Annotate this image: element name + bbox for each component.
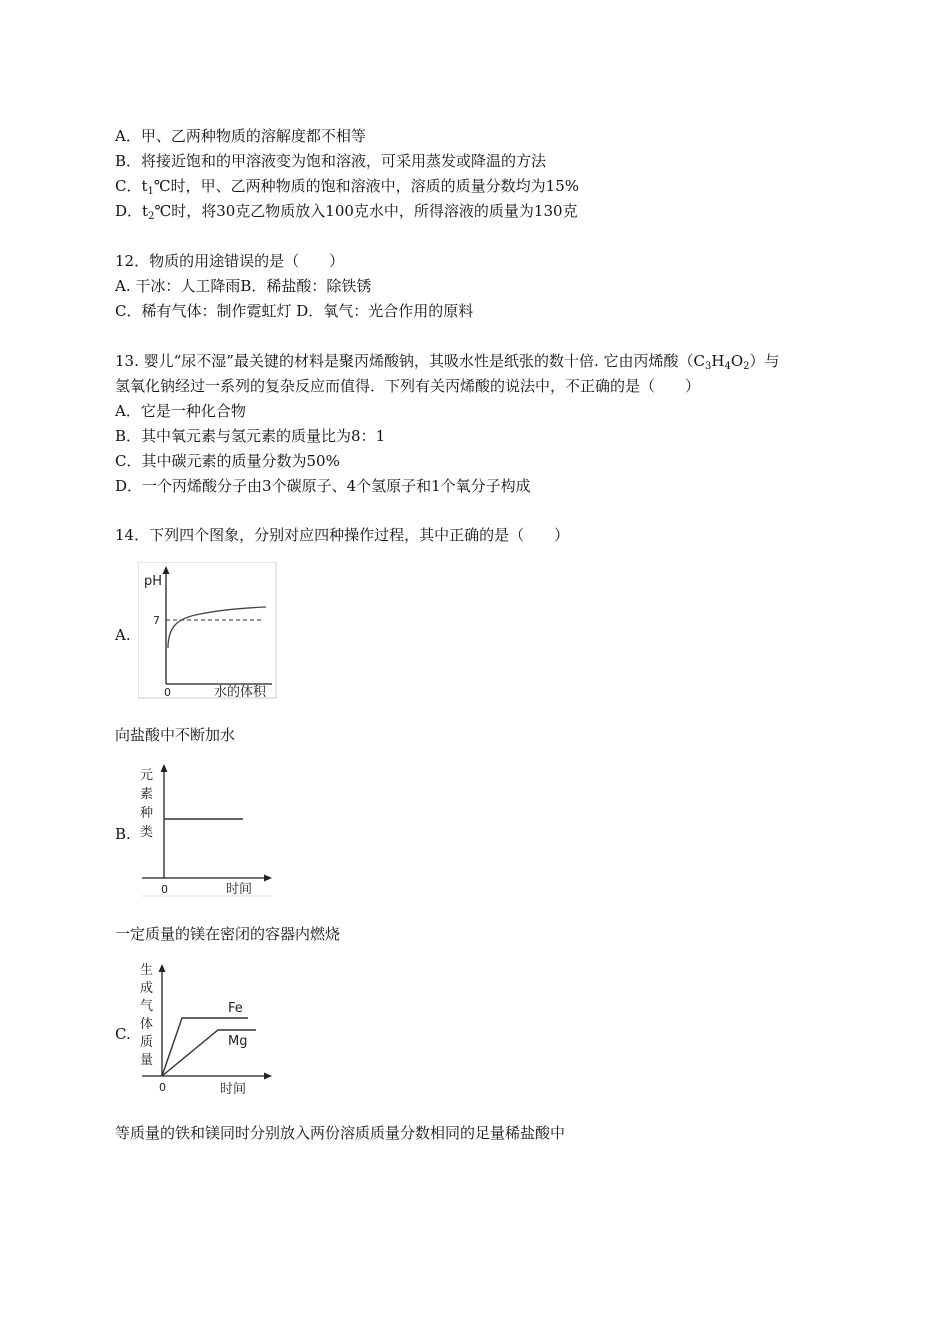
q13-stem-line1: 13. 婴儿“尿不湿”最关键的材料是聚丙烯酸钠，其吸水性是纸张的数十倍. 它由丙烯酸$(C_3H_4O_2)$与 (115, 352, 780, 372)
graph-b-x-arrow (264, 875, 272, 882)
q11-option-b: B．将接近饱和的甲溶液变为饱和溶液，可采用蒸发或降温的方法 (115, 152, 547, 170)
q14-option-a-caption: 向盐酸中不断加水 (115, 726, 236, 744)
q13-option-c: C．其中碳元素的质量分数为50% (115, 452, 340, 470)
graph-c-xlabel: 时间 (220, 1082, 247, 1097)
graph-a-ylabel: pH (144, 574, 163, 589)
graph-c-x-arrow (264, 1073, 272, 1080)
graph-b-y-arrow (161, 764, 168, 772)
graph-c-y-arrow (159, 964, 166, 972)
q11-option-a: A．甲、乙两种物质的溶解度都不相等 (115, 127, 366, 145)
q14-option-b-label: B. (115, 825, 131, 843)
q12-stem: 12．物质的用途错误的是（ ） (115, 252, 345, 270)
q11-option-d: D．$t_2℃$时，将30克乙物质放入100克水中，所得溶液的质量为130克 (115, 202, 578, 222)
graph-b-ylabel-2: 素 (140, 787, 154, 802)
q13-option-d: D．一个丙烯酸分子由3个碳原子、4个氢原子和1个氧分子构成 (115, 477, 531, 495)
graph-b-xlabel: 时间 (226, 882, 253, 897)
graph-b-ylabel-4: 类 (140, 825, 154, 840)
graph-b-origin: 0 (161, 883, 168, 896)
q12-options-line2: C．稀有气体：制作霓虹灯 D．氧气：光合作用的原料 (115, 302, 474, 320)
graph-c-ylabel-6: 量 (140, 1053, 154, 1068)
graph-c-ylabel-3: 气 (140, 999, 154, 1014)
graph-b (138, 760, 278, 900)
graph-c-series2-label: Mg (228, 1034, 248, 1049)
graph-c-ylabel-4: 体 (140, 1017, 154, 1032)
graph-c-series1-label: Fe (228, 1001, 243, 1016)
q14-option-a-label: A. (115, 626, 131, 644)
graph-b-ylabel-3: 种 (140, 806, 154, 821)
graph-c-ylabel-1: 生 (140, 963, 154, 978)
graph-a-y-arrow (163, 566, 170, 574)
graph-a-ref-value: 7 (153, 614, 160, 627)
graph-c-ylabel-5: 质 (140, 1035, 154, 1050)
q14-option-c-label: C. (115, 1025, 131, 1043)
q13-stem-line2: 氢氧化钠经过一系列的复杂反应而值得．下列有关丙烯酸的说法中，不正确的是（ ） (115, 377, 701, 395)
q14-stem: 14．下列四个图象，分别对应四种操作过程，其中正确的是（ ） (115, 526, 570, 544)
q14-option-b-caption: 一定质量的镁在密闭的容器内燃烧 (115, 925, 341, 943)
graph-c-svg (138, 958, 278, 1100)
graph-a-origin: 0 (164, 686, 171, 699)
graph-a-xlabel: 水的体积 (214, 685, 267, 700)
q12-options-line1: A. 干冰：人工降雨B．稀盐酸：除铁锈 (115, 277, 372, 295)
q14-option-c-caption: 等质量的铁和镁同时分别放入两份溶质质量分数相同的足量稀盐酸中 (115, 1124, 566, 1142)
graph-c (138, 958, 278, 1100)
graph-b-ylabel-1: 元 (140, 768, 154, 783)
graph-a-curve (168, 607, 266, 648)
graph-b-svg (138, 760, 278, 900)
graph-c-origin: 0 (159, 1081, 166, 1094)
q13-option-b: B．其中氧元素与氢元素的质量比为8：1 (115, 427, 386, 445)
q11-option-c: C．$t_1℃$时，甲、乙两种物质的饱和溶液中，溶质的质量分数均为15% (115, 177, 580, 197)
graph-a (138, 562, 278, 700)
graph-c-ylabel-2: 成 (140, 981, 154, 996)
graph-a-svg (138, 562, 278, 700)
q13-option-a: A．它是一种化合物 (115, 402, 246, 420)
